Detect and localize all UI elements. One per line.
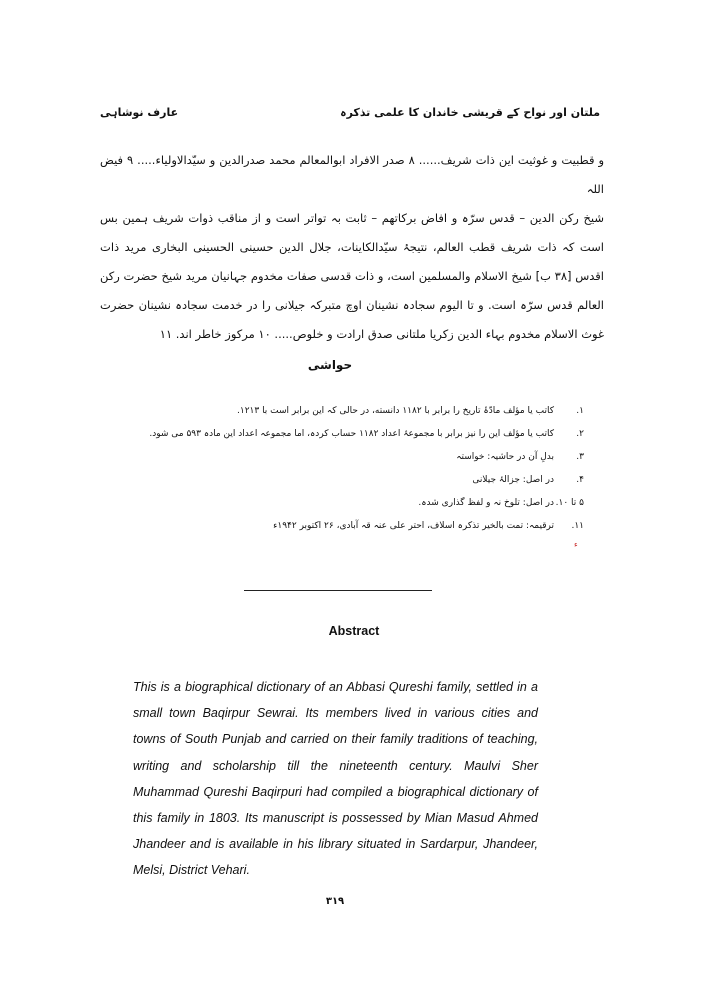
footnote-item bbox=[120, 469, 584, 492]
footnote-item bbox=[120, 515, 584, 538]
paragraph-1: و قطبیت و غوثیت این ذات شریف...... ۸ صدر الافراد ابوالمعالم محمد صدرالدین و سیّدالاولیاء..... ۹ فیض اللہ bbox=[100, 153, 605, 196]
section-divider bbox=[244, 590, 432, 591]
footnotes-heading: حواشی bbox=[307, 358, 353, 372]
footnote-item bbox=[120, 423, 584, 446]
footnotes-list bbox=[120, 400, 584, 538]
footnote-item bbox=[120, 492, 584, 515]
stray-mark: ء bbox=[574, 540, 578, 549]
footnote-item bbox=[120, 446, 584, 469]
footnote-number: ۲. bbox=[576, 429, 584, 439]
paragraph-2: شیخ رکن الدین – قدس سرّہ و افاض برکاتھم – ثابت بہ تواتر است و از مناقب ذوات شریف ہمین بس است کہ ذات شریف قطب العالم، نتیجۂ سیّدالکاینات، جلال الدین حسینی الحسینی البخاری مرید ذات اقدس [۳۸ ب] شیخ الاسلام والمسلمین است، و ذات قدسی صفات مخدوم جہانیان مرید شیخ حضرت رکن العالم قدس سرّہ است. و تا الیوم سجادہ نشینان اوچ متبرکہ جیلانی را در خدمت سجادہ نشینان حضرت غوث الاسلام مخدوم بہاء الدین زکریا ملتانی صدق ارادت و خلوص..... ۱۰ مرکوز خاطر اند. ۱۱ bbox=[100, 211, 604, 341]
footnote-item bbox=[120, 400, 584, 423]
footnote-text: بدلِ آن در حاشیہ: خواستہ bbox=[456, 452, 554, 462]
abstract-text: This is a biographical dictionary of an Abbasi Qureshi family, settled in a small town Baqirpur Sewrai. Its members lived in various cities and towns of South Punjab and carried on their family traditions of teaching, writing and scholarship till the nineteenth century. Maulvi Sher Muhammad Qureshi Baqirpuri had compiled a biographical dictionary of this family in 1803. Its manuscript is possessed by Mian Masud Ahmed Jhandeer and is available in his library situated in Sardarpur, Jhandeer, Melsi, District Vehari. bbox=[133, 680, 538, 878]
footnote-text: کاتب یا مؤلف این را نیز برابر با مجموعۂ اعداد ۱۱۸۲ حساب کردہ، اما مجموعہ اعداد این مادہ ۵۹۳ می شود. bbox=[149, 429, 554, 439]
running-header bbox=[100, 106, 600, 126]
footnote-text: ترقیمہ: تمت بالخیر تذکرہ اسلاف، احتر علی عنہ قہ آبادی، ۲۶ اکتوبر ۱۹۴۲ء bbox=[273, 521, 554, 531]
running-author: عارف نوشاہی bbox=[100, 106, 179, 119]
footnote-number: ۱. bbox=[576, 406, 584, 416]
footnote-text: کاتب یا مؤلف مادّۂ تاریخ را برابر با ۱۱۸۲ دانسته، در حالی کہ این برابر است با ۱۲۱۳. bbox=[236, 406, 554, 416]
abstract-title: Abstract bbox=[328, 624, 380, 638]
body-text bbox=[100, 146, 604, 349]
footnote-text: در اصل: جزالۂ جیلانی bbox=[472, 475, 554, 485]
footnote-number: ۵ تا ۱۰. bbox=[555, 498, 584, 508]
footnote-number: ۳. bbox=[576, 452, 584, 462]
footnote-number: ۱۱. bbox=[571, 521, 584, 531]
footnote-text: در اصل: تلوخ نہ و لفظ گذاری شدہ. bbox=[418, 498, 554, 508]
running-title: ملتان اور نواح کے قریشی خاندان کا علمی تذکرہ bbox=[340, 106, 600, 119]
page-number: ۳۱۹ bbox=[325, 896, 345, 907]
footnote-number: ۴. bbox=[576, 475, 584, 485]
